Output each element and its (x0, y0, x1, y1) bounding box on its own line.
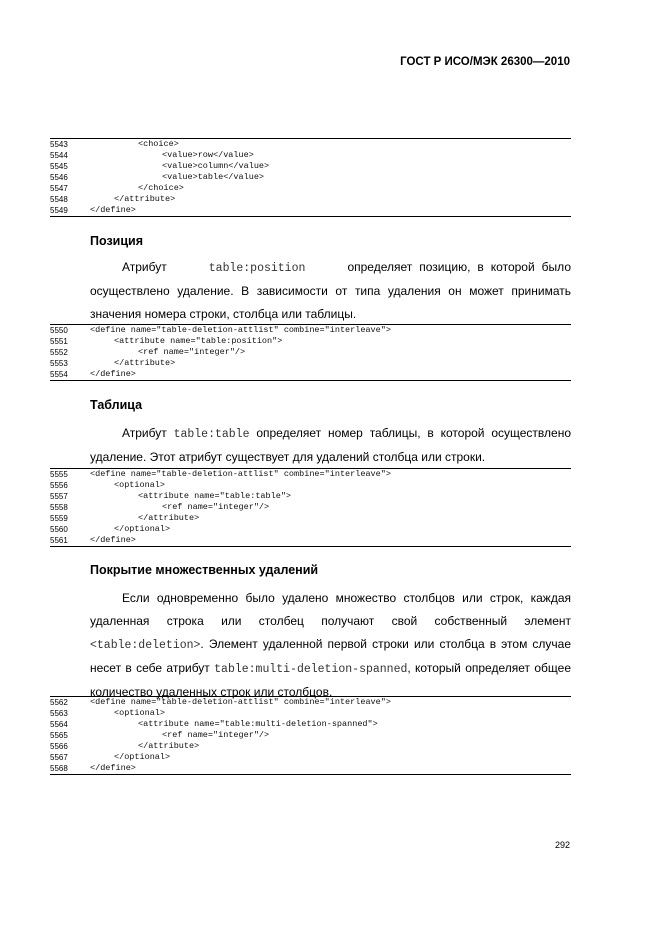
code-text: <value>row</value> (162, 150, 254, 160)
code-text: <ref name="integer"/> (162, 730, 270, 740)
code-text: <attribute name="table:multi-deletion-spanned"> (138, 719, 378, 729)
line-number: 5549 (50, 206, 68, 215)
code-line (50, 369, 571, 380)
code-line (50, 697, 571, 708)
code-text: <define name="table-deletion-attlist" combine="interleave"> (90, 325, 391, 335)
code-line (50, 336, 571, 347)
code-line (50, 719, 571, 730)
code-text: <define name="table-deletion-attlist" combine="interleave"> (90, 697, 391, 707)
paragraph-table (90, 422, 571, 469)
page-header: ГОСТ Р ИСО/МЭК 26300—2010 (400, 56, 570, 68)
page-number: 292 (554, 840, 570, 850)
code-line (50, 347, 571, 358)
inline-code: table:multi-deletion-spanned (214, 663, 408, 676)
line-number: 5552 (50, 348, 68, 357)
text-segment: , который определяет общее количество удаленных строк или столбцов. (90, 661, 571, 699)
code-line (50, 480, 571, 491)
code-line (50, 325, 571, 336)
line-number: 5559 (50, 514, 68, 523)
line-number: 5568 (50, 764, 68, 773)
code-line (50, 139, 571, 150)
code-line (50, 741, 571, 752)
paragraph-position (90, 256, 571, 326)
code-block-4 (50, 696, 571, 775)
section-heading-coverage: Покрытие множественных удалений (90, 563, 319, 577)
code-line (50, 161, 571, 172)
code-text: <optional> (114, 480, 166, 490)
code-text: <attribute name="table:table"> (138, 491, 292, 501)
code-line (50, 358, 571, 369)
paragraph-coverage (90, 587, 571, 704)
line-number: 5561 (50, 536, 68, 545)
line-number: 5547 (50, 184, 68, 193)
code-line (50, 513, 571, 524)
code-line (50, 194, 571, 205)
inline-code: table:position (208, 262, 306, 275)
code-text: </attribute> (114, 194, 176, 204)
code-text: <ref name="integer"/> (138, 347, 246, 357)
inline-code: <table:deletion> (90, 639, 201, 652)
line-number: 5565 (50, 731, 68, 740)
code-text: <value>column</value> (162, 161, 270, 171)
code-line (50, 763, 571, 774)
code-line (50, 172, 571, 183)
code-block-1 (50, 138, 571, 217)
code-text: <value>table</value> (162, 172, 265, 182)
line-number: 5563 (50, 709, 68, 718)
code-text: <define name="table-deletion-attlist" combine="interleave"> (90, 469, 391, 479)
line-number: 5562 (50, 698, 68, 707)
code-line (50, 535, 571, 546)
line-number: 5554 (50, 370, 68, 379)
code-block-3 (50, 468, 571, 547)
code-text: <choice> (138, 139, 179, 149)
code-line (50, 502, 571, 513)
section-heading-table: Таблица (90, 398, 143, 412)
code-block-2 (50, 324, 571, 381)
line-number: 5544 (50, 151, 68, 160)
code-text: <optional> (114, 708, 166, 718)
code-text: </choice> (138, 183, 184, 193)
text-segment: . Элемент удаленной первой строки или столбца в этом случае несет в себе атрибут (90, 637, 571, 675)
line-number: 5550 (50, 326, 68, 335)
text-segment: Атрибут (122, 260, 167, 274)
line-number: 5566 (50, 742, 68, 751)
line-number: 5545 (50, 162, 68, 171)
code-line (50, 752, 571, 763)
code-line (50, 708, 571, 719)
code-text: </optional> (114, 524, 171, 534)
code-text: <ref name="integer"/> (162, 502, 270, 512)
code-line (50, 491, 571, 502)
text-segment: Если одновременно было удалено множество столбцов или строк, каждая удаленная строка или столбец получают свой собственный элемент (90, 591, 571, 628)
code-text: </attribute> (138, 513, 200, 523)
line-number: 5567 (50, 753, 68, 762)
code-text: </optional> (114, 752, 171, 762)
line-number: 5551 (50, 337, 68, 346)
code-line (50, 150, 571, 161)
code-line (50, 469, 571, 480)
code-line (50, 205, 571, 216)
line-number: 5557 (50, 492, 68, 501)
code-line (50, 730, 571, 741)
code-text: </define> (90, 763, 136, 773)
code-text: </attribute> (114, 358, 176, 368)
code-text: </attribute> (138, 741, 200, 751)
line-number: 5553 (50, 359, 68, 368)
code-text: </define> (90, 535, 136, 545)
section-heading-position: Позиция (90, 234, 144, 248)
line-number: 5548 (50, 195, 68, 204)
line-number: 5546 (50, 173, 68, 182)
line-number: 5558 (50, 503, 68, 512)
code-text: </define> (90, 205, 136, 215)
inline-code: table:table (173, 428, 250, 441)
code-line (50, 524, 571, 535)
text-segment: определяет номер таблицы, в которой осуществлено удаление. Этот атрибут существует для удалений столбца или строки. (90, 426, 571, 464)
code-text: </define> (90, 369, 136, 379)
code-line (50, 183, 571, 194)
line-number: 5555 (50, 470, 68, 479)
code-text: <attribute name="table:position"> (114, 336, 283, 346)
line-number: 5556 (50, 481, 68, 490)
line-number: 5564 (50, 720, 68, 729)
line-number: 5543 (50, 140, 68, 149)
text-segment: определяет позицию, в которой было осуществлено удаление. В зависимости от типа удаления он может принимать значения номера строки, столбца или таблицы. (90, 260, 571, 321)
line-number: 5560 (50, 525, 68, 534)
text-segment: Атрибут (122, 426, 167, 440)
